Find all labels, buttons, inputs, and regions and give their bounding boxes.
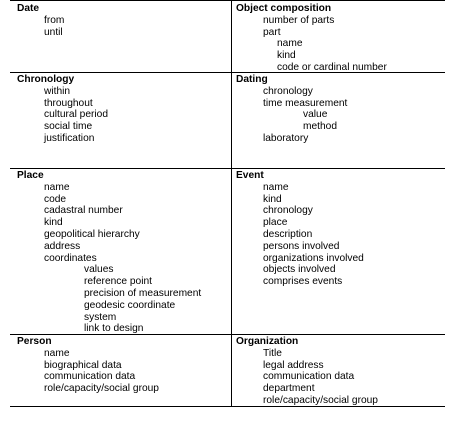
field-item: organizations involved: [263, 252, 364, 264]
field-item: coordinates: [44, 252, 97, 264]
field-item: social time: [44, 121, 93, 133]
field-item: time measurement: [263, 97, 348, 109]
field-item: Title: [263, 347, 282, 359]
field-item: biographical data: [44, 359, 122, 371]
cell-title: Organization: [236, 336, 299, 347]
cell-object-composition: [236, 3, 441, 74]
cell-organization: [236, 336, 441, 407]
field-item: kind: [263, 193, 282, 205]
cell-event: [236, 170, 441, 288]
field-item: from: [44, 14, 65, 26]
cell-title: Person: [17, 336, 52, 347]
field-subitem: precision of measurement: [84, 287, 202, 299]
field-item: name: [263, 181, 289, 193]
field-item: number of parts: [263, 14, 335, 26]
field-item: chronology: [263, 205, 313, 217]
field-item: communication data: [263, 371, 355, 383]
cell-chronology: [17, 74, 227, 145]
field-item: throughout: [44, 97, 93, 109]
field-item: cultural period: [44, 109, 108, 121]
field-item: department: [263, 383, 315, 395]
cell-date: [17, 3, 227, 38]
field-item: code: [44, 193, 67, 205]
field-item: part: [263, 26, 281, 38]
field-item: name: [44, 347, 70, 359]
field-subitem: method: [303, 121, 337, 133]
field-item: communication data: [44, 371, 136, 383]
field-item: objects involved: [263, 264, 336, 276]
field-subitem: name: [277, 38, 303, 50]
field-item: address: [44, 240, 81, 252]
field-item: justification: [44, 132, 95, 144]
cell-place: [17, 170, 227, 335]
field-item: persons involved: [263, 240, 340, 252]
cell-title: Date: [17, 3, 40, 14]
row-divider: [10, 168, 445, 169]
field-item: comprises events: [263, 276, 343, 288]
field-subitem: value: [303, 109, 328, 121]
field-item: role/capacity/social group: [44, 383, 159, 395]
cell-dating: [236, 74, 441, 145]
cell-person: [17, 336, 227, 395]
cell-title: Chronology: [17, 74, 75, 85]
cell-title: Object composition: [236, 3, 332, 14]
field-subitem: reference point: [84, 276, 152, 288]
field-item: description: [263, 228, 313, 240]
column-divider: [231, 1, 232, 406]
field-item: role/capacity/social group: [263, 394, 378, 406]
field-item: legal address: [263, 359, 324, 371]
cell-title: Place: [17, 170, 44, 181]
field-subitem: system: [84, 311, 117, 323]
cell-title: Event: [236, 170, 264, 181]
schema-table: [10, 0, 445, 407]
field-subitem: link to design: [84, 323, 144, 335]
field-item: laboratory: [263, 132, 309, 144]
field-item: name: [44, 181, 70, 193]
field-item: until: [44, 26, 63, 38]
field-subitem: geodesic coordinate: [84, 299, 176, 311]
field-item: place: [263, 217, 288, 229]
field-subitem: values: [84, 264, 114, 276]
field-item: cadastral number: [44, 205, 123, 217]
cell-title: Dating: [236, 74, 268, 85]
field-item: chronology: [263, 85, 313, 97]
field-item: within: [44, 85, 71, 97]
field-item: kind: [44, 217, 63, 229]
field-subitem: code or cardinal number: [277, 61, 387, 73]
field-item: geopolitical hierarchy: [44, 228, 140, 240]
field-subitem: kind: [277, 50, 296, 62]
